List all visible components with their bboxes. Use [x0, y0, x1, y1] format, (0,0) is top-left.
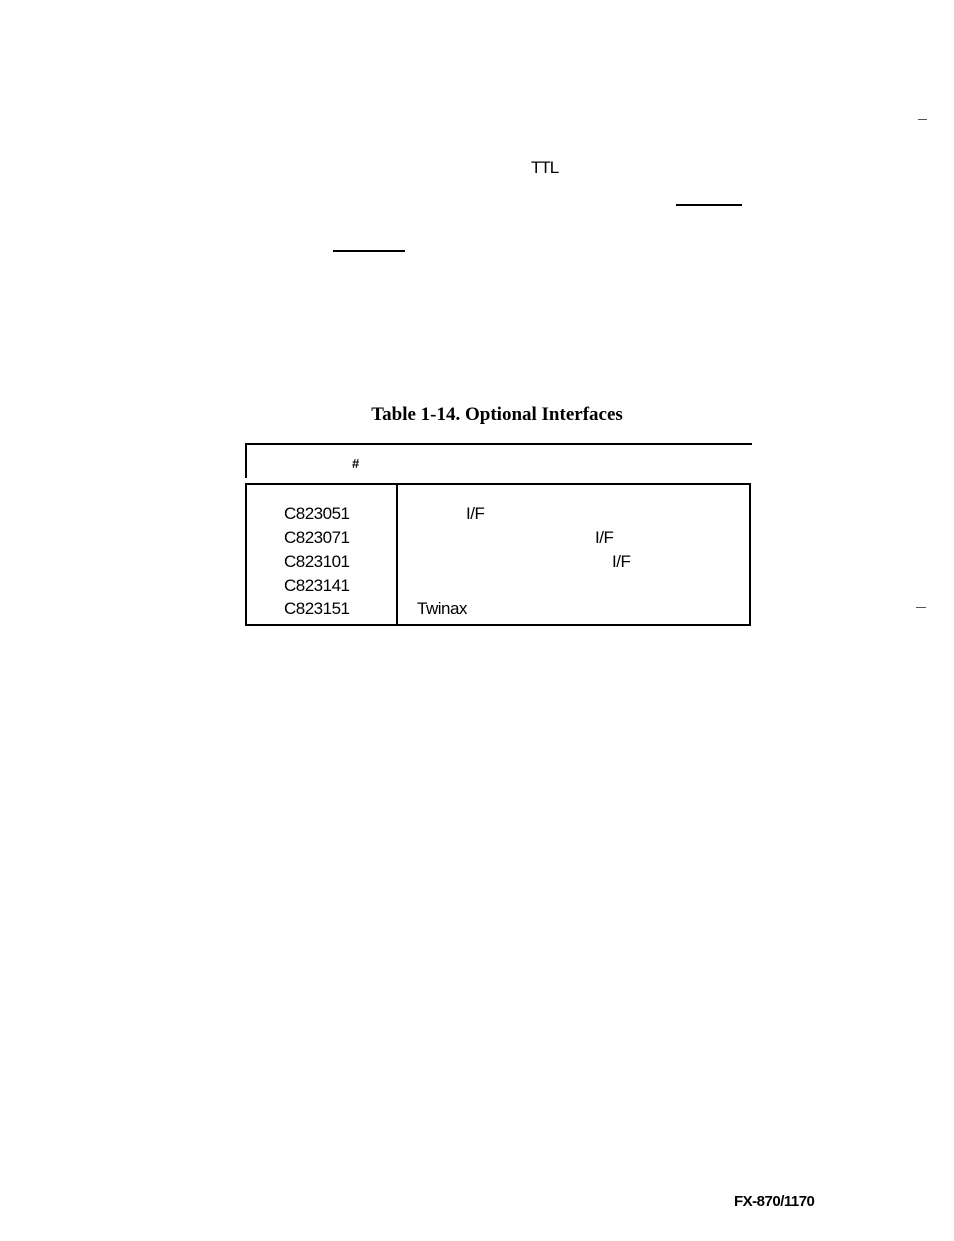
table-caption: Table 1-14. Optional Interfaces [371, 404, 623, 425]
table-row-desc: I/F [612, 552, 631, 571]
underline-blank [333, 250, 405, 252]
table-row-desc: I/F [595, 528, 614, 547]
margin-mark [918, 119, 927, 120]
table-row-part: C823141 [284, 576, 350, 595]
table-header-bracket [245, 443, 247, 478]
column-divider [396, 485, 398, 624]
interfaces-table [245, 483, 751, 626]
underline-blank [676, 204, 742, 206]
margin-mark [916, 607, 926, 608]
table-row-desc: Twinax [417, 599, 467, 618]
table-header-rule [245, 443, 752, 445]
footer-model-number: FX-870/1170 [734, 1193, 815, 1210]
table-row-part: C823051 [284, 504, 350, 523]
table-row-part: C823101 [284, 552, 350, 571]
ttl-text: TTL [531, 158, 559, 177]
table-row-part: C823071 [284, 528, 350, 547]
column-header-part-number: # [352, 456, 360, 471]
table-row-desc: I/F [466, 504, 485, 523]
table-row-part: C823151 [284, 599, 350, 618]
